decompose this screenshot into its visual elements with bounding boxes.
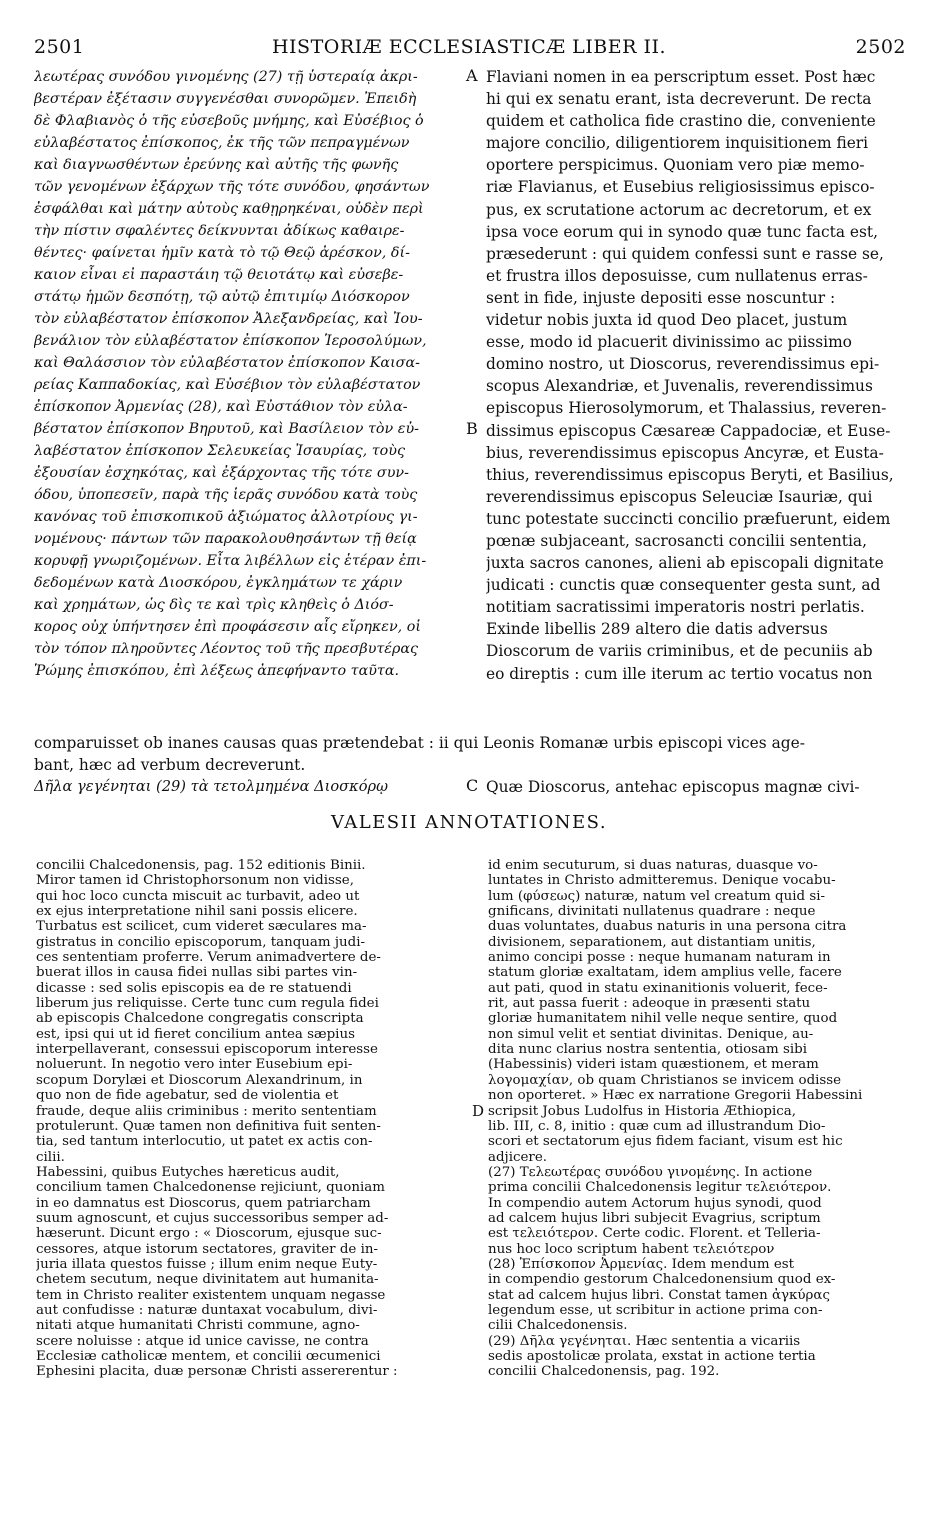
text-line: videtur nobis juxta id quod Deo placet, justum	[486, 311, 848, 330]
text-line: judicati : cunctis quæ consequenter gesta sunt, ad	[486, 576, 881, 595]
column-number-right: 2502	[855, 36, 906, 58]
margin-letter-d: D	[472, 1102, 485, 1120]
text-line: ces sententiam proferre. Verum animadvertere de-	[36, 950, 381, 966]
text-line: τῶν γενομένων ἐξάρχων τῆς τότε συνόδου, φησάντων	[34, 179, 430, 195]
text-line: Exinde libellis 289 altero die datis adversus	[486, 620, 828, 639]
text-line: (29) Δῆλα γεγένηται. Hæc sententia a vicariis	[488, 1333, 801, 1349]
text-line: Quæ Dioscorus, antehac episcopus magnæ civi-	[486, 778, 860, 796]
text-line: κανόνας τοῦ ἐπισκοπικοῦ ἀξιώματος ἀλλοτρίους γι-	[34, 509, 418, 525]
text-line: στάτῳ ἡμῶν δεσπότῃ, τῷ αὐτῷ ἐπιτιμίῳ Διόσκορον	[34, 289, 410, 305]
text-line: καὶ διαγνωσθέντων ἐρεύνης καὶ αὐτῆς τῆς φωνῆς	[34, 157, 399, 173]
annotations-right-column	[488, 858, 908, 1380]
text-line: stat ad calcem hujus libri. Constat tamen ἀγκύρας	[488, 1287, 830, 1303]
text-line: noluerunt. In negotio vero inter Eusebium epi-	[36, 1057, 353, 1073]
text-line: pus, ex scrutatione actorum ac decretorum, et ex	[486, 200, 872, 219]
text-line: gloriæ humanitatem nihil velle neque sentire, quod	[488, 1011, 838, 1027]
text-line: luntates in Christo admitteremus. Denique vocabu-	[488, 873, 836, 889]
text-line: Miror tamen id Christophorsonum non vidisse,	[36, 873, 354, 889]
text-line: divisionem, separationem, aut distantiam unitis,	[488, 934, 816, 950]
text-line: quidem et catholica fide crastino die, conveniente	[486, 112, 876, 131]
text-line: cessores, atque istorum sectatores, graviter de in-	[36, 1241, 379, 1257]
text-line: aut confudisse : naturæ duntaxat vocabulum, divi-	[36, 1302, 378, 1318]
text-line: ad calcem hujus libri subjecit Evagrius, scriptum	[488, 1210, 821, 1226]
text-line: καιον εἶναι εἰ παραστάιη τῷ θειοτάτῳ καὶ εὐσεβε-	[34, 267, 404, 283]
text-line: ἐπίσκοπον Ἀρμενίας (28), καὶ Εὐστάθιον τὸν εὐλα-	[34, 399, 408, 415]
text-line: τὸν εὐλαβέστατον ἐπίσκοπον Ἀλεξανδρείας, καὶ Ἰου-	[34, 311, 423, 327]
margin-letter-c: C	[466, 776, 479, 795]
text-line: λεωτέρας συνόδου γινομένης (27) τῇ ὑστεραίᾳ ἀκρι-	[34, 69, 418, 85]
text-line: legendum esse, ut scribitur in actione prima con-	[488, 1302, 823, 1318]
text-line: τὴν πίστιν σφαλέντες δείκνυνται ἀδίκως καθαιρε-	[34, 223, 405, 239]
greek-text-continuation	[34, 776, 470, 798]
text-line: rit, aut passa fuerit : adeoque in præsenti statu	[488, 996, 811, 1012]
text-line: in eo damnatus est Dioscorus, quem patriarcham	[36, 1195, 371, 1211]
text-line: θέντες· φαίνεται ἡμῖν κατὰ τὸ τῷ Θεῷ ἀρέσκον, δί-	[34, 245, 410, 261]
text-line: comparuisset ob inanes causas quas prætendebat : ii qui Leonis Romanæ urbis episcopi vices age-	[34, 734, 805, 752]
running-title: HISTORIÆ ECCLESIASTICÆ LIBER II.	[271, 36, 667, 58]
text-line: est, ipsi qui ut id fieret concilium antea sæpius	[36, 1026, 355, 1042]
text-line: reverendissimus episcopus Seleuciæ Isauriæ, qui	[486, 487, 873, 506]
text-line: tia, sed tantum interlocutio, ut patet ex actis con-	[36, 1134, 373, 1150]
text-line: scere noluisse : atque id unice cavisse, ne contra	[36, 1333, 369, 1349]
text-line: id enim secuturum, si duas naturas, duasque vo-	[488, 858, 818, 873]
text-line: βέστατον ἐπίσκοπον Βηρυτοῦ, καὶ Βασίλειον τὸν εὐ-	[34, 421, 419, 437]
text-line: λαβέστατον ἐπίσκοπον Σελευκείας Ἰσαυρίας, τοὺς	[34, 443, 405, 459]
text-line: Ecclesiæ catholicæ mentem, et concilii œcumenici	[36, 1349, 381, 1364]
text-line: βεστέραν ἐξέτασιν συγγενέσθαι συνορῶμεν. Ἐπειδὴ	[34, 91, 417, 107]
text-line: fraude, deque aliis criminibus : merito sententiam	[36, 1103, 377, 1119]
text-line: non oporteret. » Hæc ex narratione Gregorii Habessini	[488, 1088, 863, 1104]
text-line: suum agnoscunt, et cujus successoribus semper ad-	[36, 1210, 389, 1226]
text-line: cilii Chalcedonensis.	[488, 1318, 628, 1334]
text-line: scori et sectatorum ejus fidem faciant, visum est hic	[488, 1134, 843, 1150]
text-line: ipsa voce eorum qui in synodo quæ tunc facta est,	[486, 222, 879, 241]
text-line: (Habessinis) videri istam quæstionem, et meram	[488, 1057, 819, 1073]
text-line: sent in fide, injuste depositi esse noscuntur :	[486, 288, 836, 307]
text-line: buerat illos in causa fidei nullas sibi partes vin-	[36, 965, 358, 981]
text-line: duas voluntates, duabus naturis in una persona citra	[488, 919, 847, 935]
text-line: Δῆλα γεγένηται (29) τὰ τετολμημένα Διοσκόρῳ	[34, 778, 388, 795]
text-line: cilii.	[36, 1149, 65, 1165]
text-line: bant, hæc ad verbum decreverunt.	[34, 756, 306, 774]
text-line: esse, modo id placuerit divinissimo ac piissimo	[486, 333, 852, 352]
latin-text-full-width	[34, 732, 914, 776]
text-line: scopus Alexandriæ, et Juvenalis, reverendissimus	[486, 377, 873, 396]
text-line: nitati atque humanitati Christi commune, agno-	[36, 1318, 360, 1334]
text-line: quo non de fide agebatur, sed de violentia et	[36, 1088, 339, 1104]
text-line: interpellaverant, consessui episcoporum interesse	[36, 1042, 378, 1058]
column-number-left: 2501	[34, 36, 85, 58]
text-line: concilium tamen Chalcedonense rejiciunt, quoniam	[36, 1180, 385, 1196]
text-line: et frustra illos deposuisse, cum nullatenus erras-	[486, 266, 868, 285]
text-line: λογομαχίαν, ob quam Christianos se invicem odisse	[488, 1072, 842, 1088]
text-line: Habessini, quibus Eutyches hæreticus audit,	[36, 1164, 340, 1180]
text-line: In compendio autem Actorum hujus synodi, quod	[488, 1195, 822, 1211]
annotations-left-column	[36, 858, 472, 1380]
text-line: ρείας Καππαδοκίας, καὶ Εὐσέβιον τὸν εὐλαβέστατον	[34, 377, 421, 393]
text-line: τὸν τόπον πληροῦντες Λέοντος τοῦ τῆς πρεσβυτέρας	[34, 641, 419, 657]
text-line: juxta sacros canones, alieni ab episcopali dignitate	[486, 554, 884, 573]
greek-text-column	[34, 66, 458, 682]
text-line: ἐσφάλθαι καὶ μάτην αὐτοὺς καθῃρηκέναι, οὐδὲν περὶ	[34, 201, 424, 217]
text-line: Dioscorum de variis criminibus, et de pecuniis ab	[486, 642, 873, 661]
text-line: κορος οὐχ ὑπήντησεν ἐπὶ προφάσεσιν αἷς εἴρηκεν, οἱ	[34, 619, 421, 635]
text-line: adjicere.	[488, 1149, 547, 1165]
text-line: liberum jus reliquisse. Certe tunc cum regula fidei	[36, 996, 379, 1012]
text-line: thius, reverendissimus episcopus Beryti, et Basilius,	[486, 465, 894, 484]
text-line: est τελειότερον. Certe codic. Florent. et Telleria-	[488, 1226, 821, 1242]
text-line: in compendio gestorum Chalcedonensium quod ex-	[488, 1272, 836, 1288]
text-line: Flaviani nomen in ea perscriptum esset. Post hæc	[486, 68, 876, 86]
latin-text-column	[486, 66, 906, 685]
text-line: episcopus Hierosolymorum, et Thalassius, reveren-	[486, 399, 887, 418]
text-line: eo direptis : cum ille iterum ac tertio vocatus non	[486, 664, 873, 683]
text-line: Turbatus est scilicet, cum videret sæculares ma-	[36, 919, 367, 935]
text-line: νομένους· πάντων τῶν παρακολουθησάντων τῇ θείᾳ	[34, 531, 417, 547]
text-line: εὐλαβέστατος ἐπίσκοπος, ἐκ τῆς τῶν πεπραγμένων	[34, 135, 410, 151]
text-line: concilii Chalcedonensis, pag. 192.	[488, 1364, 720, 1380]
text-line: non simul velit et sentiat divinitas. Denique, au-	[488, 1026, 814, 1042]
text-line: juria illata questos fuisse ; illum enim neque Euty-	[36, 1256, 378, 1272]
text-line: dicasse : sed solis episcopis ea de re statuendi	[36, 980, 352, 996]
margin-letter-a: A	[466, 66, 478, 85]
text-line: δεδομένων κατὰ Διοσκόρου, ἐγκλημάτων τε χάριν	[34, 575, 403, 591]
text-line: animo concipi posse : neque humanam naturam in	[488, 950, 831, 966]
text-line: nus hoc loco scriptum habent τελειότερον	[488, 1241, 775, 1257]
text-line: gnificans, divinitati nullatenus quadrare : neque	[488, 904, 816, 920]
text-line: præsederunt : qui quidem confessi sunt e rasse se,	[486, 244, 884, 263]
text-line: lib. III, c. 8, initio : quæ cum ad illustrandum Dio-	[488, 1118, 826, 1134]
text-line: ἐξουσίαν ἐσχηκότας, καὶ ἐξάρχοντας τῆς τότε συν-	[34, 465, 409, 481]
text-line: tem in Christo realiter existentem unquam negasse	[36, 1287, 386, 1303]
text-line: oportere perspicimus. Quoniam vero piæ memo-	[486, 156, 865, 175]
text-line: aut pati, quod in statu exinanitionis voluerit, fece-	[488, 980, 828, 996]
text-line: lum (φύσεως) naturæ, natum vel creatum quid si-	[488, 888, 826, 904]
text-line: καὶ Θαλάσσιον τὸν εὐλαβέστατον ἐπίσκοπον Καισα-	[34, 355, 420, 371]
text-line: prima concilii Chalcedonensis legitur τελειότερον.	[488, 1180, 832, 1196]
text-line: ex ejus interpretatione nihil sani possis elicere.	[36, 904, 358, 920]
text-line: majore concilio, diligentiorem inquisitionem fieri	[486, 134, 869, 153]
text-line: dita nunc clarius nostra sententia, otiosam sibi	[488, 1042, 808, 1058]
text-line: dissimus episcopus Cæsareæ Cappadociæ, et Euse-	[486, 421, 891, 440]
text-line: Ephesini placita, duæ personæ Christi assererentur :	[36, 1364, 398, 1380]
text-line: hæserunt. Dicunt ergo : « Dioscorum, ejusque suc-	[36, 1226, 382, 1242]
annotations-heading: VALESII ANNOTATIONES.	[330, 812, 608, 833]
latin-text-continuation	[486, 776, 906, 798]
text-line: tunc potestate succincti concilio præfuerunt, eidem	[486, 509, 891, 528]
text-line: chetem secutum, neque divinitatem aut humanita-	[36, 1272, 379, 1288]
text-line: protulerunt. Quæ tamen non definitiva fuit senten-	[36, 1118, 381, 1134]
text-line: statum gloriæ exaltatam, idem amplius velle, facere	[488, 965, 842, 981]
text-line: domino nostro, ut Dioscorus, reverendissimus epi-	[486, 355, 880, 374]
text-line: (27) Τελεωτέρας συνόδου γινομένης. In actione	[488, 1164, 813, 1180]
text-line: (28) Ἐπίσκοπον Ἀρμενίας. Idem mendum est	[488, 1256, 794, 1272]
margin-letter-b: B	[466, 419, 478, 438]
text-line: pœnæ subjaceant, sacrosancti concilii sententia,	[486, 531, 867, 550]
text-line: δὲ Φλαβιανὸς ὁ τῆς εὐσεβοῦς μνήμης, καὶ Εὐσέβιος ὁ	[34, 113, 424, 129]
text-line: όδου, ὑποπεσεῖν, παρὰ τῆς ἱερᾶς συνόδου κατὰ τοὺς	[34, 487, 418, 503]
text-line: bius, reverendissimus episcopus Ancyræ, et Eusta-	[486, 443, 884, 462]
text-line: notitiam sacratissimi imperatoris nostri perlatis.	[486, 598, 865, 617]
text-line: sedis apostolicæ prolata, exstat in actione tertia	[488, 1349, 816, 1364]
text-line: concilii Chalcedonensis, pag. 152 editionis Binii.	[36, 858, 366, 873]
text-line: qui hoc loco cuncta miscuit ac turbavit, adeo ut	[36, 888, 360, 904]
text-line: βενάλιον τὸν εὐλαβέστατον ἐπίσκοπον Ἱεροσολύμων,	[34, 333, 427, 349]
text-line: Ῥώμης ἐπισκόπου, ἐπὶ λέξεως ἀπεφήναντο ταῦτα.	[34, 663, 400, 679]
text-line: gistratus in concilio episcoporum, tanquam judi-	[36, 934, 365, 950]
text-line: riæ Flavianus, et Eusebius religiosissimus episco-	[486, 178, 875, 197]
text-line: hi qui ex senatu erant, ista decreverunt. De recta	[486, 90, 872, 109]
text-line: καὶ χρημάτων, ὡς δὶς τε καὶ τρὶς κληθεὶς ὁ Διόσ-	[34, 597, 394, 613]
text-line: scopum Dorylæi et Dioscorum Alexandrinum, in	[36, 1072, 363, 1088]
text-line: κορυφῇ γνωριζομένων. Εἶτα λιβέλλων εἰς ἑτέραν ἐπι-	[34, 553, 427, 569]
text-line: scripsit Jobus Ludolfus in Historia Æthiopica,	[488, 1103, 797, 1119]
text-line: ab episcopis Chalcedone congregatis conscripta	[36, 1011, 364, 1027]
